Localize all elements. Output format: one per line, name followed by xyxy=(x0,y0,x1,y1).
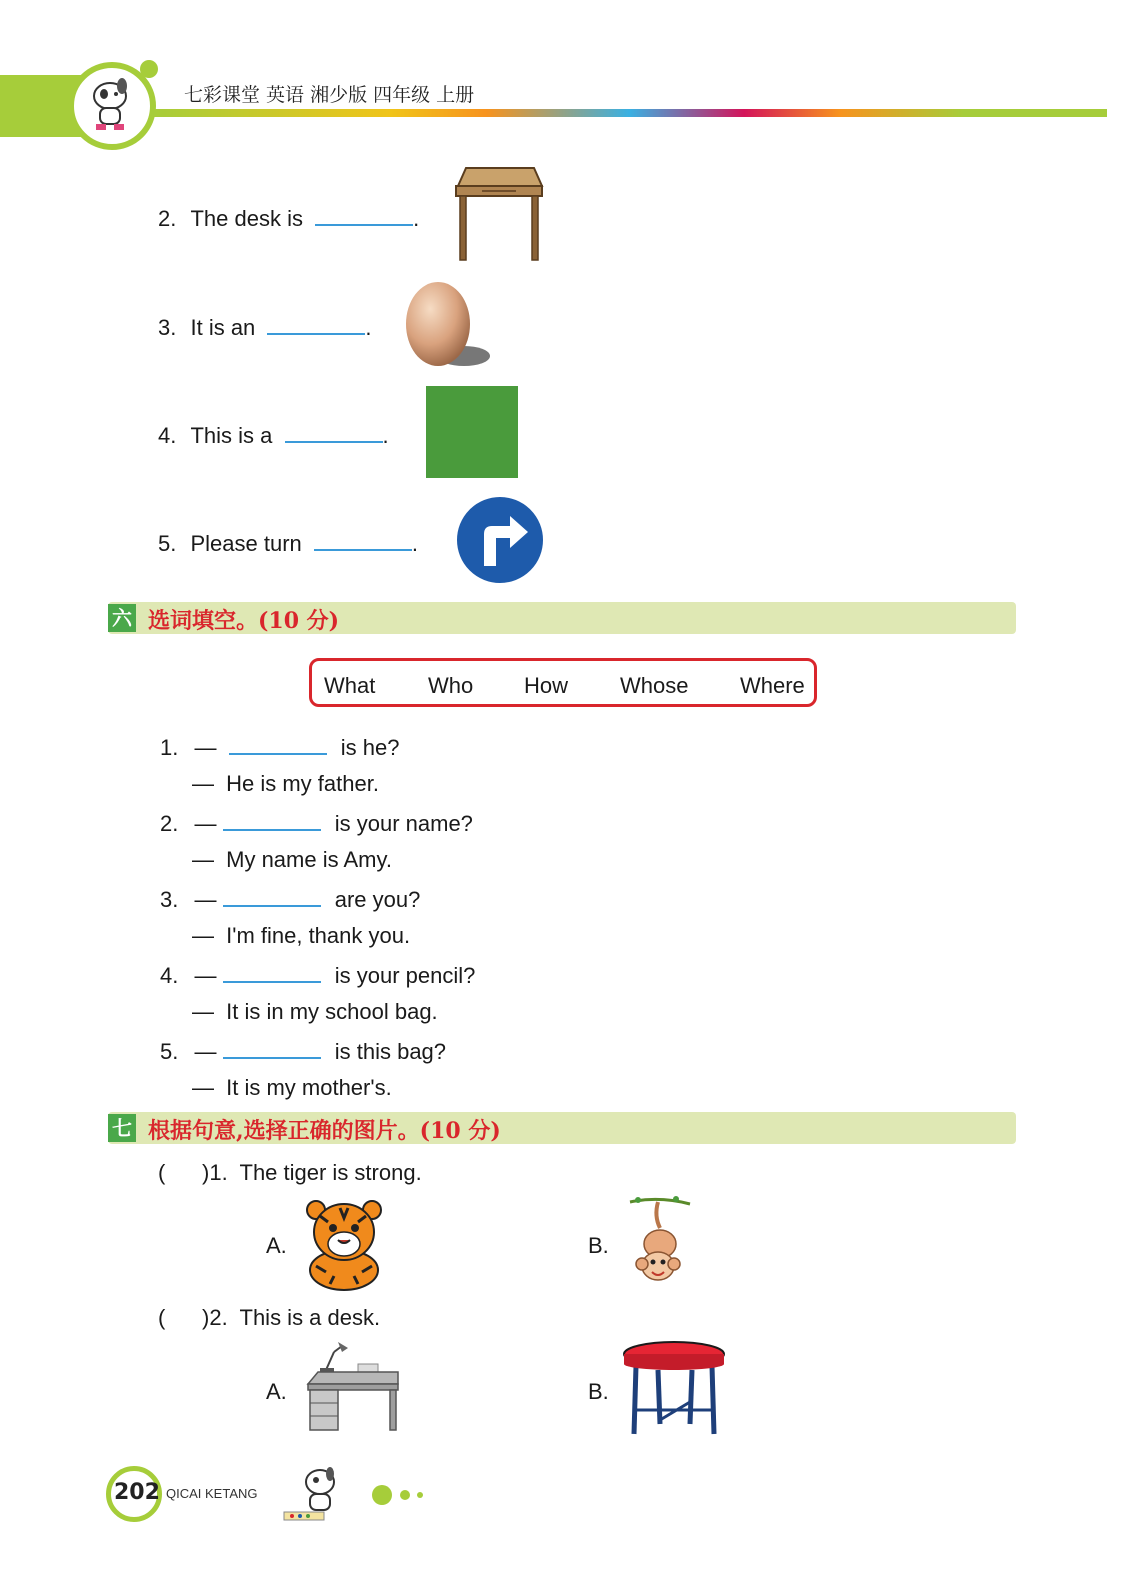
answer-blank[interactable] xyxy=(229,733,327,755)
item-period: . xyxy=(413,206,420,231)
item-period: . xyxy=(411,531,419,556)
mascot-painting-icon xyxy=(280,1464,350,1526)
item-number: 3. xyxy=(158,315,177,340)
word-option: Who xyxy=(428,673,474,698)
section-title: 根据句意,选择正确的图片。(10 分) xyxy=(148,1118,501,1144)
fill-item xyxy=(158,313,372,341)
word-option: What xyxy=(324,673,376,698)
option-label-b: B. xyxy=(588,1379,609,1404)
word-bank xyxy=(309,658,817,707)
item-text: This is a xyxy=(190,423,273,448)
dash: — xyxy=(192,771,214,796)
dialogue-answer xyxy=(192,1075,392,1101)
answer-blank[interactable] xyxy=(223,885,321,907)
dialogue-answer xyxy=(192,999,438,1025)
section-header-7 xyxy=(108,1112,1016,1144)
office-desk-icon[interactable] xyxy=(302,1340,402,1432)
answer-text: He is my father. xyxy=(226,771,379,796)
fill-item xyxy=(158,204,419,232)
item-number: 3. xyxy=(160,887,179,912)
word-option: Whose xyxy=(620,673,689,698)
dash: — xyxy=(194,1039,217,1064)
item-number: 1. xyxy=(160,735,179,760)
question-text: is this bag? xyxy=(334,1039,447,1064)
section-number: 七 xyxy=(108,1114,136,1142)
question-text: are you? xyxy=(334,887,421,912)
choice-question xyxy=(158,1160,422,1186)
header-title: 七彩课堂 英语 湘少版 四年级 上册 xyxy=(184,84,475,106)
round-table-icon[interactable] xyxy=(622,1340,726,1438)
answer-text: It is in my school bag. xyxy=(226,999,438,1024)
item-number: 5. xyxy=(160,1039,179,1064)
answer-paren[interactable]: ( ) xyxy=(158,1305,210,1330)
answer-blank[interactable] xyxy=(314,529,412,551)
dialogue-question xyxy=(160,885,420,913)
answer-text: I'm fine, thank you. xyxy=(226,923,411,948)
dialogue-question xyxy=(160,733,399,761)
desk-image xyxy=(452,166,546,262)
page-number: 202 xyxy=(114,1480,160,1505)
answer-paren[interactable]: ( ) xyxy=(158,1160,210,1185)
answer-blank[interactable] xyxy=(285,421,383,443)
option-label-a: A. xyxy=(266,1379,287,1404)
dialogue-question xyxy=(160,809,473,837)
tiger-icon[interactable] xyxy=(300,1196,388,1292)
item-period: . xyxy=(382,423,389,448)
dialogue-question xyxy=(160,961,475,989)
choice-question xyxy=(158,1305,380,1331)
dialogue-question xyxy=(160,1037,446,1065)
footer-dot-large xyxy=(372,1485,392,1505)
item-text: It is an xyxy=(190,315,256,340)
section-header-6 xyxy=(108,602,1016,634)
answer-blank[interactable] xyxy=(315,204,413,226)
question-text: 2. This is a desk. xyxy=(209,1305,381,1330)
question-text: 1. The tiger is strong. xyxy=(209,1160,422,1185)
dash: — xyxy=(192,999,214,1024)
dash: — xyxy=(194,963,217,988)
dash: — xyxy=(194,735,217,760)
item-number: 4. xyxy=(158,423,177,448)
dialogue-answer xyxy=(192,923,410,949)
egg-image xyxy=(402,276,492,372)
item-number: 2. xyxy=(160,811,179,836)
dash: — xyxy=(192,923,214,948)
question-text: is your pencil? xyxy=(334,963,476,988)
fill-item xyxy=(158,421,389,449)
word-option: How xyxy=(524,673,569,698)
question-text: is he? xyxy=(340,735,400,760)
answer-text: My name is Amy. xyxy=(226,847,392,872)
option-label-a: A. xyxy=(266,1233,287,1258)
answer-blank[interactable] xyxy=(223,809,321,831)
item-number: 5. xyxy=(158,531,177,556)
footer-brand: QICAI KETANG xyxy=(166,1486,258,1501)
answer-text: It is my mother's. xyxy=(226,1075,392,1100)
word-option: Where xyxy=(740,673,805,698)
item-number: 2. xyxy=(158,206,177,231)
fill-item xyxy=(158,529,418,557)
answer-blank[interactable] xyxy=(223,961,321,983)
dash: — xyxy=(192,847,214,872)
answer-blank[interactable] xyxy=(267,313,365,335)
header-dot xyxy=(140,60,158,78)
dash: — xyxy=(192,1075,214,1100)
footer-dot-small xyxy=(417,1492,423,1498)
monkey-icon[interactable] xyxy=(624,1194,694,1290)
item-text: The desk is xyxy=(190,206,303,231)
item-text: Please turn xyxy=(190,531,302,556)
header-rainbow-line xyxy=(152,109,1107,117)
section-number: 六 xyxy=(108,604,136,632)
section-title: 选词填空。(10 分) xyxy=(148,608,340,634)
item-number: 4. xyxy=(160,963,179,988)
green-square-image xyxy=(426,386,518,478)
dialogue-answer xyxy=(192,771,379,797)
dialogue-answer xyxy=(192,847,392,873)
turn-right-sign-icon xyxy=(452,494,548,586)
footer-dot-medium xyxy=(400,1490,410,1500)
mascot-icon xyxy=(80,74,140,136)
question-text: is your name? xyxy=(334,811,473,836)
option-label-b: B. xyxy=(588,1233,609,1258)
answer-blank[interactable] xyxy=(223,1037,321,1059)
dash: — xyxy=(194,887,217,912)
item-period: . xyxy=(365,315,372,340)
dash: — xyxy=(194,811,217,836)
